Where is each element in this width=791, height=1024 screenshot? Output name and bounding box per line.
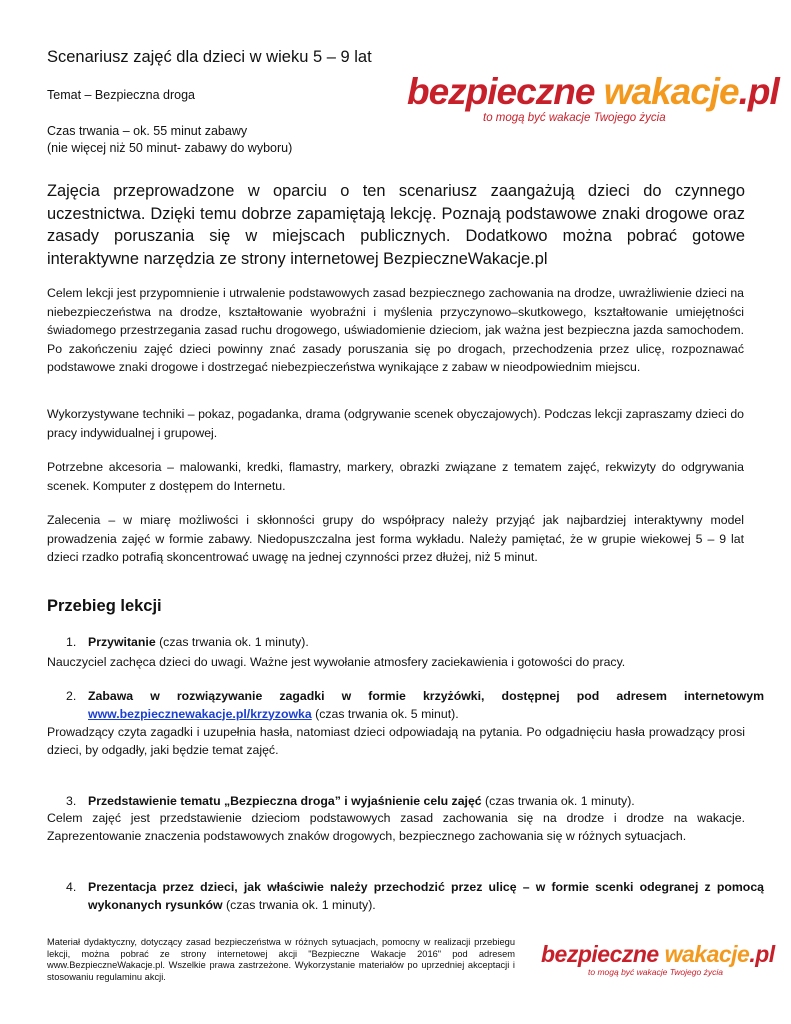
- step-title: Zabawa w rozwiązywanie zagadki w formie krzyżówki, dostępnej pod adresem internetowym: [88, 689, 764, 703]
- brand-tagline: to mogą być wakacje Twojego życia: [483, 112, 666, 124]
- list-number: 2.: [66, 689, 77, 703]
- lesson-duration-note: (nie więcej niż 50 minut- zabawy do wyboru): [47, 141, 293, 155]
- list-number: 1.: [66, 635, 77, 649]
- lead-paragraph: Zajęcia przeprowadzone w oparciu o ten scenariusz zaangażują dzieci do czynnego uczestnictwa. Dzięki temu dobrze zapamiętają lekcję. Poznają podstawowe znaki drogowe oraz zasady poruszania się w miejscach publicznych. Dodatkowo można pobrać gotowe interaktywne narzędzia ze strony internetowej BezpieczneWakacje.pl: [47, 182, 745, 268]
- brand-logo: [407, 71, 779, 124]
- step-description: Prowadzący czyta zagadki i uzupełnia hasła, natomiast dzieci odpowiadają na pytania. Po odgadnięciu hasła prowadzący prosi dzieci, by odgadły, jaki będzie temat zajęć.: [47, 725, 745, 757]
- step-title: Przywitanie: [88, 635, 156, 649]
- footer-note: Materiał dydaktyczny, dotyczący zasad bezpieczeństwa w różnych sytuacjach, pomocny w realizacji przebiegu lekcji, można pobrać ze strony internetowej akcji "Bezpieczne Wakacje 2016" pod adresem www.BezpieczneWakacje.pl. Wszelkie prawa zastrzeżone. Wykorzystanie materiałów po uprzedniej akceptacji i stosowaniu regulaminu akcji.: [47, 937, 515, 982]
- step-duration: (czas trwania ok. 5 minut).: [311, 706, 459, 721]
- footer-brand-tagline: to mogą być wakacje Twojego życia: [588, 967, 723, 977]
- brand-logo-wordmark: bezpieczne wakacje.pl: [407, 71, 779, 112]
- section-heading: Przebieg lekcji: [47, 597, 162, 615]
- lesson-duration: Czas trwania – ok. 55 minut zabawy: [47, 124, 248, 138]
- step-title: Przedstawienie tematu „Bezpieczna droga” i wyjaśnienie celu zajęć: [88, 794, 482, 808]
- step-description: Nauczyciel zachęca dzieci do uwagi. Ważne jest wywołanie atmosfery zaciekawienia i gotowości do pracy.: [47, 655, 626, 669]
- crossword-link[interactable]: www.bezpiecznewakacje.pl/krzyzowka: [88, 706, 312, 721]
- list-number: 3.: [66, 794, 77, 808]
- footer-brand-wordmark: bezpieczne wakacje.pl: [541, 941, 775, 967]
- lesson-topic: Temat – Bezpieczna droga: [47, 88, 196, 102]
- recommendations-paragraph: Zalecenia – w miarę możliwości i skłonności grupy do współpracy należy przyjąć jak najbardziej interaktywny model prowadzenia zajęć w formie zabawy. Niedopuszczalna jest forma wykładu. Należy pamiętać, że w grupie wiekowej 5 – 9 lat dzieci rzadko potrafią skoncentrować uwagę na jednej czynności przez dłużej, niż 5 minut.: [47, 513, 744, 564]
- techniques-paragraph: Wykorzystywane techniki – pokaz, pogadanka, drama (odgrywanie scenek obyczajowych). Podczas lekcji zapraszamy dzieci do pracy indywidualnej i grupowej.: [47, 407, 744, 440]
- step-description: Celem zajęć jest przedstawienie dzieciom podstawowych zasad zachowania się na drodze i drodze na wakacje. Zaprezentowanie znaczenia podstawowych znaków drogowych, bezpiecznego zachowania się w różnych sytuacjach.: [47, 811, 745, 843]
- step-duration: (czas trwania ok. 1 minuty).: [222, 897, 376, 912]
- step-duration: (czas trwania ok. 1 minuty).: [155, 635, 309, 649]
- footer-brand-logo: [541, 941, 775, 977]
- list-number: 4.: [66, 880, 77, 894]
- page-title: Scenariusz zajęć dla dzieci w wieku 5 – 9 lat: [47, 48, 372, 66]
- step-duration: (czas trwania ok. 1 minuty).: [481, 794, 635, 808]
- step-title: Prezentacja przez dzieci, jak właściwie należy przechodzić przez ulicę – w formie scenki odegranej z pomocą wykonanych rysunków: [88, 880, 764, 912]
- accessories-paragraph: Potrzebne akcesoria – malowanki, kredki, flamastry, markery, obrazki związane z tematem zajęć, rekwizyty do odgrywania scenek. Komputer z dostępem do Internetu.: [47, 460, 744, 493]
- goal-paragraph: Celem lekcji jest przypomnienie i utrwalenie podstawowych zasad bezpiecznego zachowania na drodze, uwrażliwienie dzieci na niebezpieczeństwa na drodze, kształtowanie wyobraźni i myślenia przyczynowo–skutkowego, kształtowanie umiejętności świadomego przestrzegania zasad ruchu drogowego, uświadomienie dzieciom, jak ważna jest bezpieczna jazda samochodem. Po zakończeniu zajęć dzieci powinny znać zasady poruszania się po drogach, przechodzenia przez ulicę, rozpoznawać podstawowe znaki drogowe i dostrzegać niebezpieczeństwa wynikające z zabaw w nieodpowiednim miejscu.: [47, 286, 744, 374]
